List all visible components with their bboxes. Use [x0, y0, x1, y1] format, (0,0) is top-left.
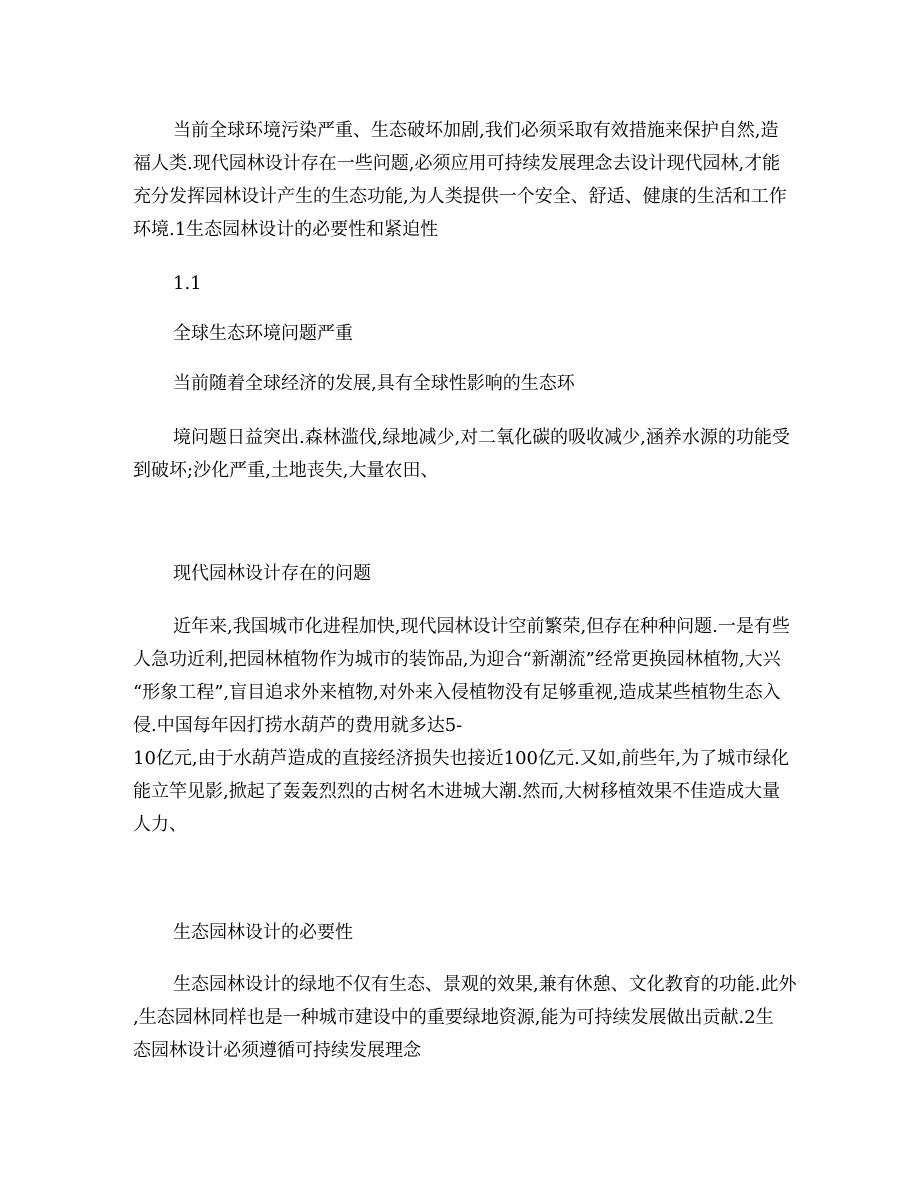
section-heading-necessity: 生态园林设计的必要性: [173, 922, 353, 943]
problems-paragraph: [133, 610, 793, 841]
text-line: 充分发挥园林设计产生的生态功能,为人类提供一个安全、舒适、健康的生活和工作: [133, 186, 787, 207]
paragraph-line: 当前随着全球经济的发展,具有全球性影响的生态环: [173, 373, 575, 394]
text-line: ,生态园林同样也是一种城市建设中的重要绿地资源,能为可持续发展做出贡献.2生: [133, 1007, 774, 1028]
intro-paragraph: [133, 114, 793, 246]
text-line: 境问题日益突出.森林滥伐,绿地减少,对二氧化碳的吸收减少,涵养水源的功能受: [173, 427, 790, 448]
necessity-paragraph: [133, 968, 797, 1067]
text-line: 到破坏;沙化严重,土地丧失,大量农田、: [133, 460, 439, 481]
text-line: 10亿元,由于水葫芦造成的直接经济损失也接近100亿元.又如,前些年,为了城市绿化: [133, 748, 790, 769]
environment-paragraph: [133, 421, 793, 487]
section-heading-modern-design-problems: 现代园林设计存在的问题: [173, 563, 371, 584]
text-line: 生态园林设计的绿地不仅有生态、景观的效果,兼有休憩、文化教育的功能.此外: [173, 974, 797, 995]
text-line: 当前全球环境污染严重、生态破坏加剧,我们必须采取有效措施来保护自然,造: [173, 120, 779, 141]
text-line: 近年来,我国城市化进程加快,现代园林设计空前繁荣,但存在种种问题.一是有些: [173, 616, 790, 637]
text-line: 能立竿见影,掀起了轰轰烈烈的古树名木进城大潮.然而,大树移植效果不佳造成大量: [133, 781, 781, 802]
text-line: 态园林设计必须遵循可持续发展理念: [133, 1040, 421, 1061]
text-line: 侵.中国每年因打捞水葫芦的费用就多达5-: [133, 715, 463, 736]
text-line: 人力、: [133, 814, 187, 835]
section-number: 1.1: [173, 273, 202, 294]
text-line: 福人类.现代园林设计存在一些问题,必须应用可持续发展理念去设计现代园林,才能: [133, 153, 781, 174]
text-line: 环境.1生态园林设计的必要性和紧迫性: [133, 219, 439, 240]
text-line: “形象工程”,盲目追求外来植物,对外来入侵植物没有足够重视,造成某些植物生态入: [133, 682, 781, 703]
text-line: 人急功近利,把园林植物作为城市的装饰品,为迎合“新潮流”经常更换园林植物,大兴: [133, 649, 781, 670]
section-heading-global-ecology: 全球生态环境问题严重: [173, 323, 353, 344]
